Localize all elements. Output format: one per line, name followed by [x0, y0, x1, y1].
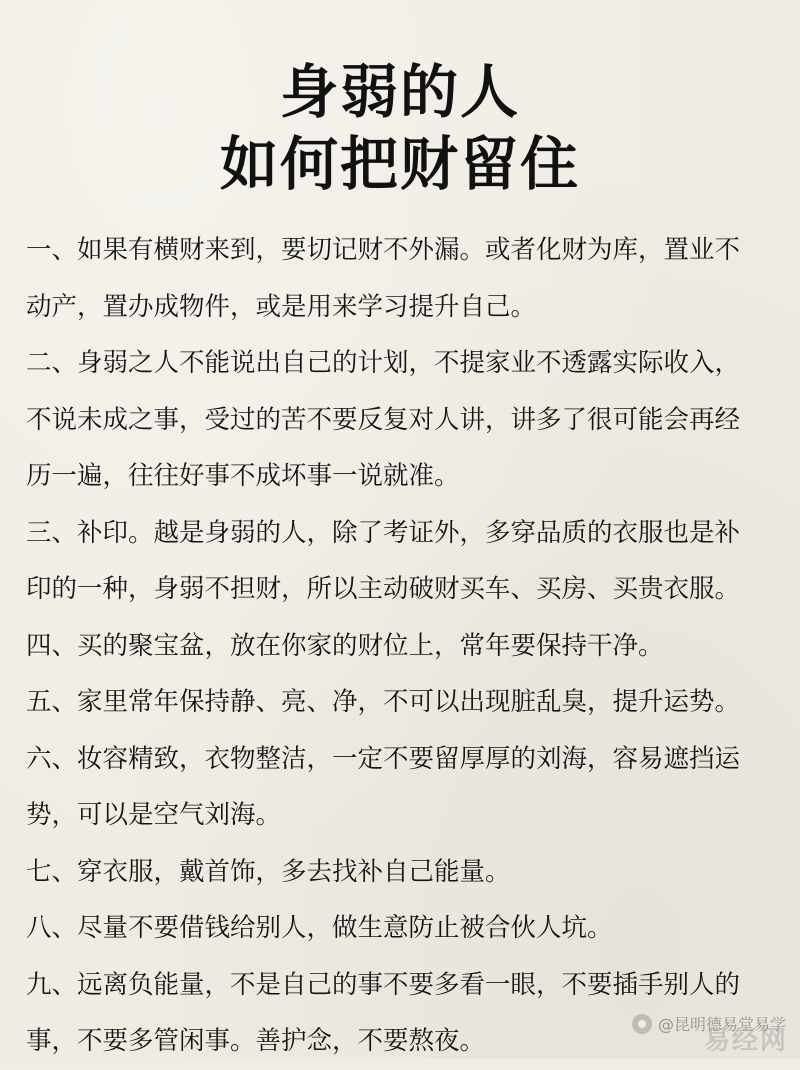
text-line: 势，可以是空气刘海。: [26, 800, 282, 830]
text-line: 九、远离负能量，不是自己的事不要多看一眼，不要插手别人的: [26, 969, 741, 1000]
text-line: 六、妆容精致，衣物整洁，一定不要留厚厚的刘海，容易遮挡运: [26, 743, 741, 774]
text-line: 七、穿衣服，戴首饰，多去找补自己能量。: [26, 856, 511, 887]
text-line: 八、尽量不要借钱给别人，做生意防止被合伙人坑。: [26, 913, 613, 943]
text-line: 二、身弱之人不能说出自己的计划，不提家业不透露实际收入，: [26, 348, 741, 378]
text-line: 三、补印。越是身弱的人，除了考证外，多穿品质的衣服也是补: [26, 517, 741, 548]
text-line: 事，不要多管闲事。善护念，不要熬夜。: [26, 1026, 486, 1056]
site-watermark: 易经网: [703, 1026, 788, 1056]
text-line: 不说未成之事，受过的苦不要反复对人讲，讲多了很可能会再经: [26, 404, 741, 435]
text-line: 印的一种，身弱不担财，所以主动破财买车、买房、买贵衣服。: [26, 574, 741, 604]
text-line: 五、家里常年保持静、亮、净，不可以出现脏乱臭，提升运势。: [26, 687, 741, 717]
watermark-logo-icon: [632, 1014, 652, 1034]
text-line: 四、买的聚宝盆，放在你家的财位上，常年要保持干净。: [26, 630, 664, 661]
page-title-line-1: 身弱的人: [279, 58, 520, 126]
text-line: 一、如果有横财来到，要切记财不外漏。或者化财为库，置业不: [26, 235, 741, 265]
watermark-text: @昆明德易堂易学: [657, 1015, 786, 1034]
text-line: 动产，置办成物件，或是用来学习提升自己。: [26, 291, 537, 322]
page-title-line-2: 如何把财留住: [219, 130, 580, 198]
article-body: [26, 222, 776, 1070]
text-line: 历一遍，往往好事不成坏事一说就准。: [26, 461, 460, 491]
